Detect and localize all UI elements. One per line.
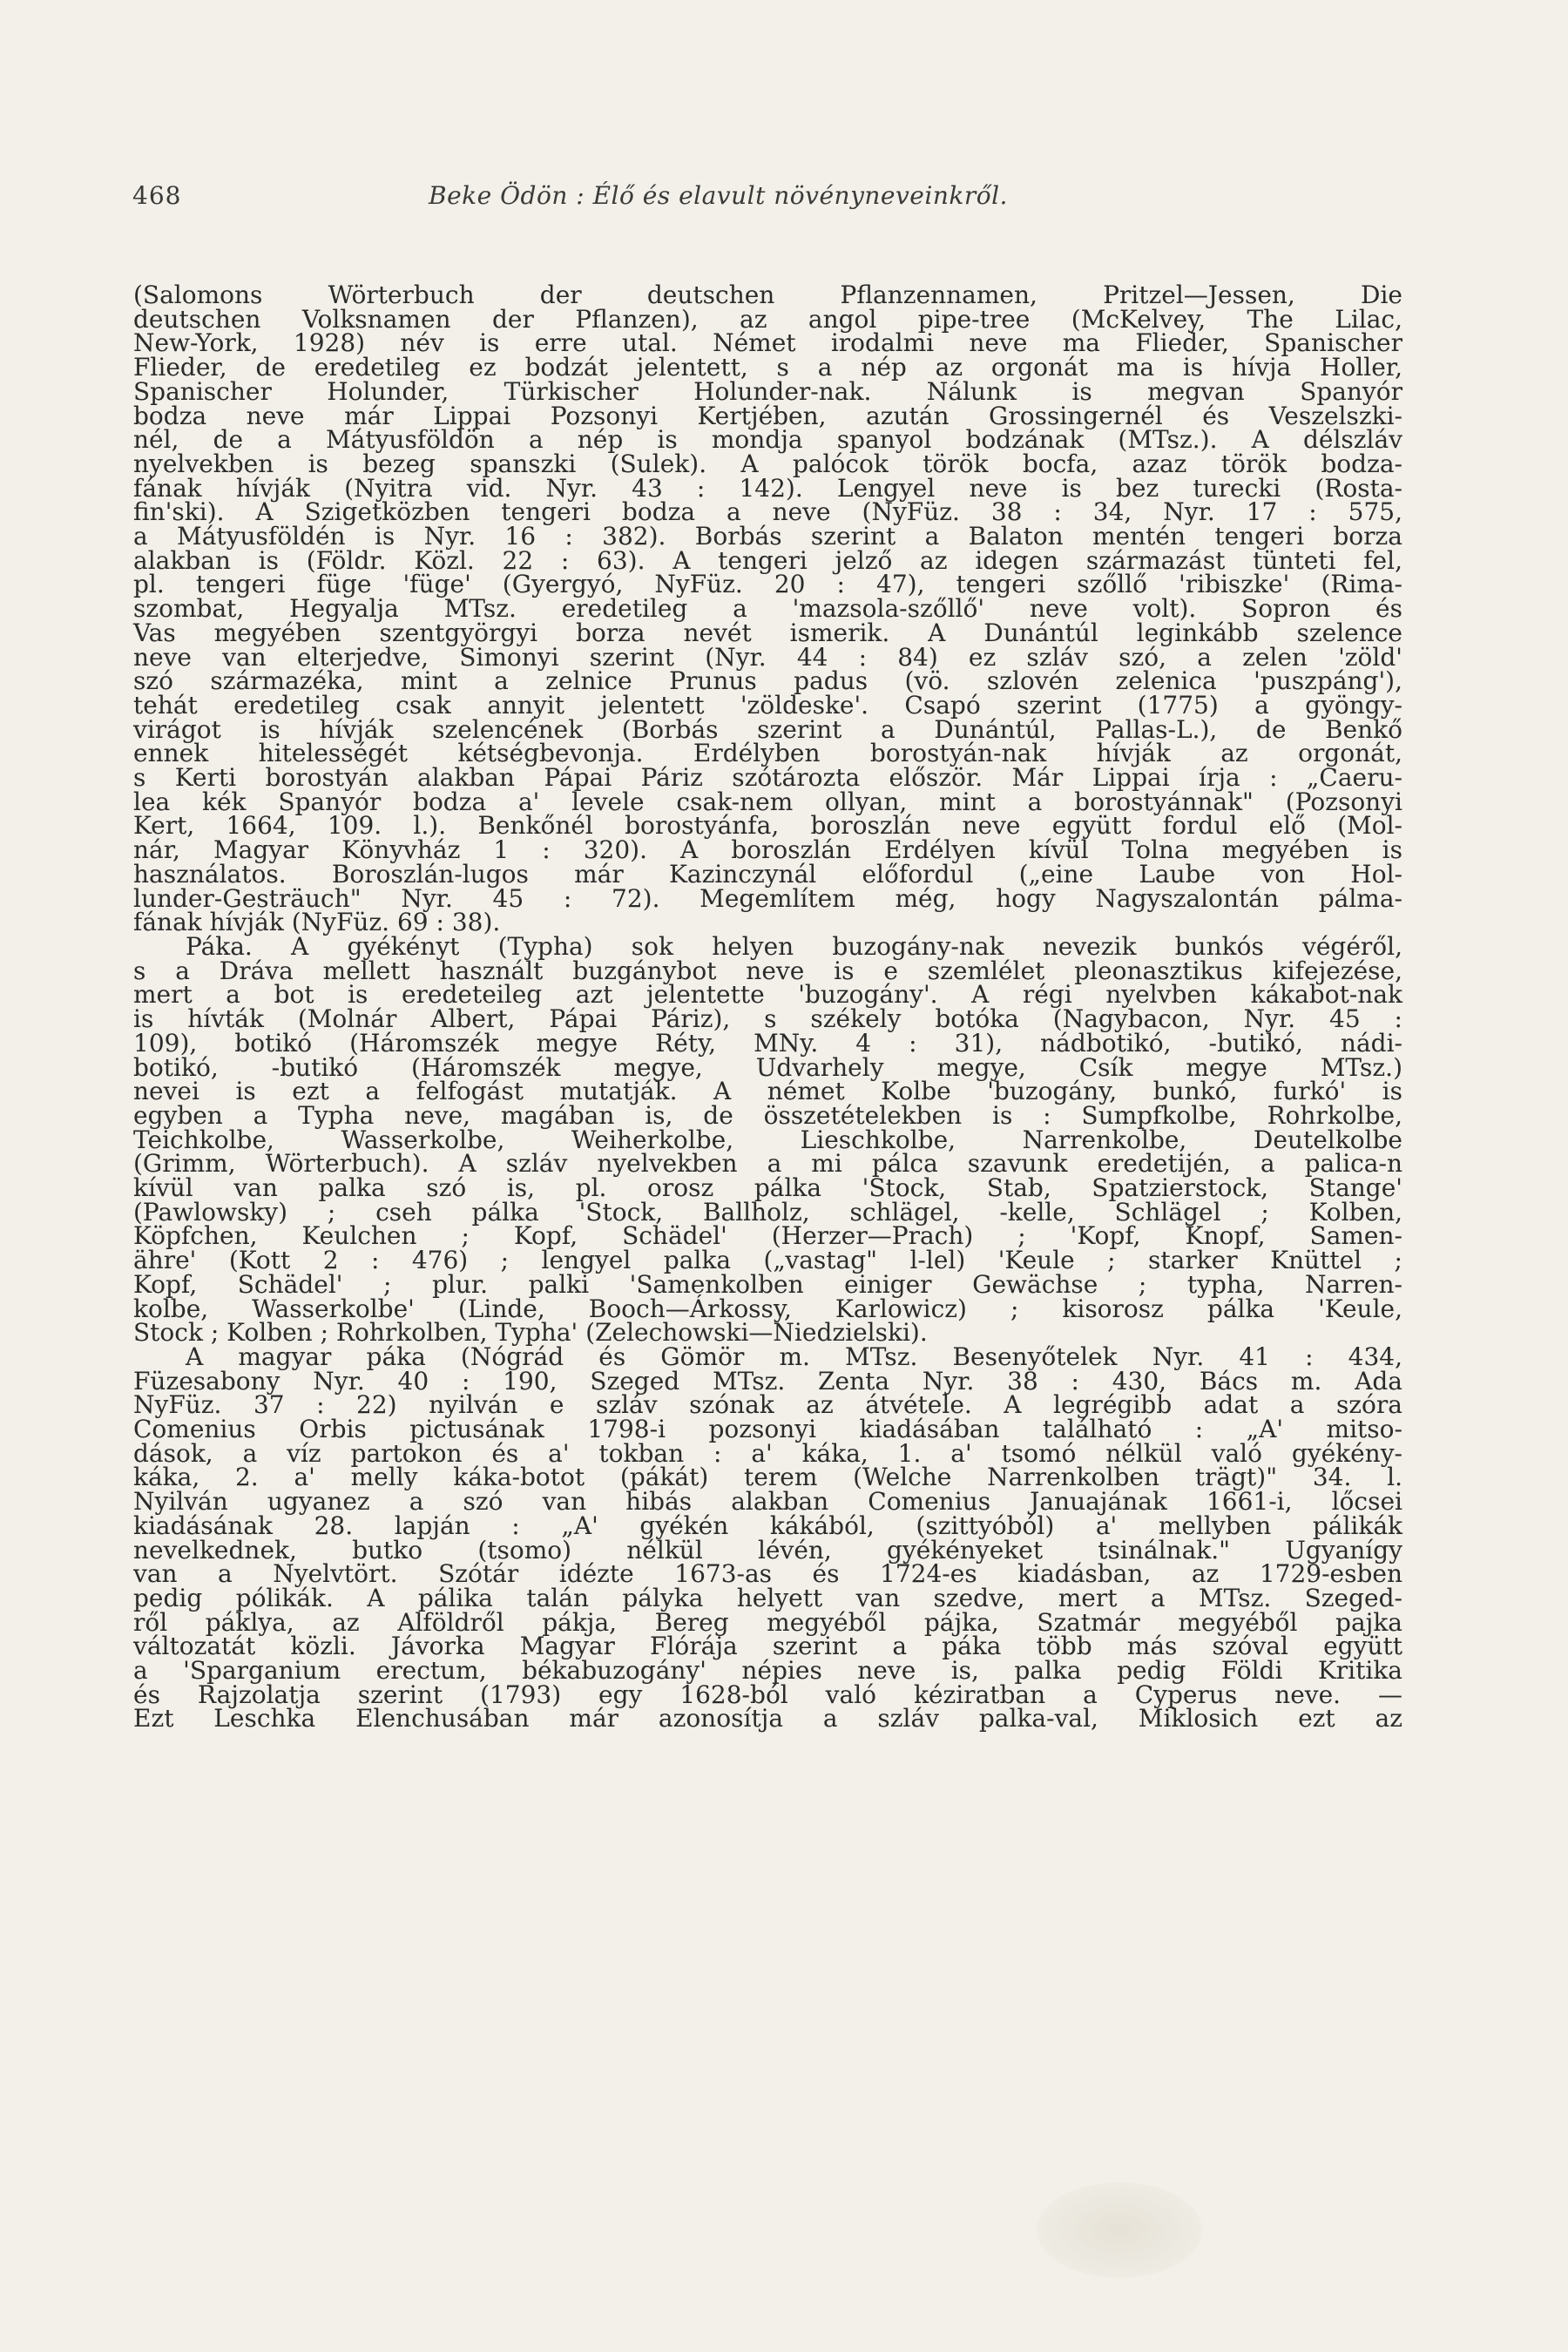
text-line: s Kerti borostyán alakban Pápai Páriz szótározta először. Már Lippai írja : „Caeru- — [133, 763, 1402, 793]
text-line: botikó, -butikó (Háromszék megye, Udvarhely megye, Csík megye MTsz.) — [133, 1052, 1402, 1082]
text-line: nevei is ezt a felfogást mutatják. A német Kolbe 'buzogány, bunkó, furkó' is — [133, 1077, 1402, 1106]
text-line: nél, de a Mátyusföldön a nép is mondja spanyol bodzának (MTsz.). A délszláv — [133, 425, 1402, 455]
text-line: Stock ; Kolben ; Rohrkolben, Typha' (Zelechowski—Niedzielski). — [133, 1318, 928, 1348]
text-line: Comenius Orbis pictusának 1798-i pozsonyi kiadásában található : „A' mitso- — [133, 1415, 1402, 1444]
text-line: a 'Sparganium erectum, békabuzogány' népies neve is, palka pedig Földi Kritika — [133, 1656, 1402, 1686]
text-line: Páka. A gyékényt (Typha) sok helyen buzogány-nak nevezik bunkós végéről, — [186, 931, 1402, 961]
text-line: pl. tengeri füge 'füge' (Gyergyó, NyFüz. 20 : 47), tengeri szőllő 'ribiszke' (Rima- — [133, 570, 1402, 599]
text-line: változatát közli. Jávorka Magyar Flórája szerint a páka több más szóval együtt — [133, 1632, 1402, 1661]
running-title: Beke Ödön : Élő és elavult növényneveinkről. — [429, 181, 1008, 210]
text-line: ről páklya, az Alföldről pákja, Bereg megyéből pájka, Szatmár megyéből pajka — [133, 1607, 1402, 1637]
text-line: NyFüz. 37 : 22) nyilván e szláv szónak az átvétele. A legrégibb adat a szóra — [133, 1390, 1402, 1420]
text-line: ennek hitelességét kétségbevonja. Erdélyben borostyán-nak hívják az orgonát, — [133, 739, 1402, 768]
text-line: lea kék Spanyór bodza a' levele csak-nem ollyan, mint a borostyánnak" (Pozsonyi — [133, 787, 1402, 816]
text-line: kívül van palka szó is, pl. orosz pálka 'Stock, Stab, Spatzierstock, Stange' — [133, 1173, 1402, 1203]
text-line: ähre' (Kott 2 : 476) ; lengyel palka („vastag" l-lel) 'Keule ; starker Knüttel ; — [133, 1246, 1402, 1275]
text-line: egyben a Typha neve, magában is, de összetételekben is : Sumpfkolbe, Rohrkolbe, — [133, 1100, 1402, 1130]
text-line: szombat, Hegyalja MTsz. eredetileg a 'mazsola-szőllő' neve volt). Sopron és — [133, 594, 1402, 624]
body-text — [133, 280, 1402, 2313]
text-line: mert a bot is eredeteileg azt jelentette 'buzogány'. A régi nyelvben kákabot-nak — [133, 980, 1402, 1010]
text-line: nár, Magyar Könyvház 1 : 320). A boroszlán Erdélyen kívül Tolna megyében is — [133, 835, 1402, 865]
text-line: s a Dráva mellett használt buzgánybot neve is e szemlélet pleonasztikus kifejezése, — [133, 956, 1402, 985]
text-line: Flieder, de eredetileg ez bodzát jelentett, s a nép az orgonát ma is hívja Holler, — [133, 353, 1402, 382]
text-line: neve van elterjedve, Simonyi szerint (Nyr. 44 : 84) ez szláv szó, a zelen 'zöld' — [133, 642, 1402, 672]
text-line: fának hívják (NyFüz. 69 : 38). — [133, 908, 501, 937]
text-line: használatos. Boroszlán-lugos már Kazinczynál előfordul („eine Laube von Hol- — [133, 859, 1402, 889]
text-line: és Rajzolatja szerint (1793) egy 1628-ból való kéziratban a Cyperus neve. — — [133, 1680, 1402, 1709]
text-line: fának hívják (Nyitra vid. Nyr. 43 : 142). Lengyel neve is bez turecki (Rosta- — [133, 473, 1402, 503]
text-line: is hívták (Molnár Albert, Pápai Páriz), s székely botóka (Nagybacon, Nyr. 45 : — [133, 1004, 1402, 1034]
text-line: virágot is hívják szelencének (Borbás szerint a Dunántúl, Pallas-L.), de Benkő — [133, 714, 1402, 744]
text-line: Teichkolbe, Wasserkolbe, Weiherkolbe, Lieschkolbe, Narrenkolbe, Deutelkolbe — [133, 1125, 1402, 1154]
page-number: 468 — [132, 181, 182, 210]
text-line: Kert, 1664, 109. l.). Benkőnél borostyánfa, boroszlán neve együtt fordul elő (Mol- — [133, 811, 1402, 841]
text-line: deutschen Volksnamen der Pflanzen), az angol pipe-tree (McKelvey, The Lilac, — [133, 304, 1402, 334]
text-line: kolbe, Wasserkolbe' (Linde, Booch—Árkossy, Karlowicz) ; kisorosz pálka 'Keule, — [133, 1294, 1402, 1323]
text-line: Ezt Leschka Elenchusában már azonosítja a szláv palka-val, Miklosich ezt az — [133, 1704, 1402, 1734]
text-line: pedig pólikák. A pálika talán pályka helyett van szedve, mert a MTsz. Szeged- — [133, 1583, 1402, 1612]
text-line: Kopf, Schädel' ; plur. palki 'Samenkolben einiger Gewächse ; typha, Narren- — [133, 1269, 1402, 1299]
text-line: Nyilván ugyanez a szó van hibás alakban Comenius Januajának 1661-i, lőcsei — [133, 1487, 1402, 1517]
text-line: Füzesabony Nyr. 40 : 190, Szeged MTsz. Zenta Nyr. 38 : 430, Bács m. Ada — [133, 1366, 1402, 1396]
text-line: kiadásának 28. lapján : „A' gyékén kákából, (szittyóból) a' mellyben pálikák — [133, 1511, 1402, 1540]
text-line: Köpfchen, Keulchen ; Kopf, Schädel' (Herzer—Prach) ; 'Kopf, Knopf, Samen- — [133, 1221, 1402, 1251]
text-line: Spanischer Holunder, Türkischer Holunder-nak. Nálunk is megvan Spanyór — [133, 376, 1402, 406]
text-line: New-York, 1928) név is erre utal. Német irodalmi neve ma Flieder, Spanischer — [133, 328, 1402, 358]
text-line: nevelkednek, butko (tsomo) nélkül lévén, gyékényeket tsinálnak." Ugyanígy — [133, 1535, 1402, 1565]
text-line: dások, a víz partokon és a' tokban : a' káka, 1. a' tsomó nélkül való gyékény- — [133, 1438, 1402, 1468]
text-line: (Grimm, Wörterbuch). A szláv nyelvekben a mi pálca szavunk eredetijén, a palica-n — [133, 1149, 1402, 1179]
text-line: káka, 2. a' melly káka-botot (pákát) terem (Welche Narrenkolben trägt)" 34. l. — [133, 1463, 1402, 1492]
text-line: fin'ski). A Szigetközben tengeri bodza a neve (NyFüz. 38 : 34, Nyr. 17 : 575, — [133, 497, 1402, 527]
text-line: (Pawlowsky) ; cseh pálka 'Stock, Ballholz, schlägel, -kelle, Schlägel ; Kolben, — [133, 1197, 1402, 1227]
text-line: szó származéka, mint a zelnice Prunus padus (vö. szlovén zelenica 'puszpáng'), — [133, 666, 1402, 696]
text-line: a Mátyusföldén is Nyr. 16 : 382). Borbás szerint a Balaton mentén tengeri borza — [133, 522, 1402, 551]
text-line: lunder-Gesträuch" Nyr. 45 : 72). Megemlítem még, hogy Nagyszalontán pálma- — [133, 883, 1402, 913]
text-line: alakban is (Földr. Közl. 22 : 63). A tengeri jelző az idegen származást tünteti fel, — [133, 545, 1402, 575]
text-line: nyelvekben is bezeg spanszki (Sulek). A palócok török bocfa, azaz török bodza- — [133, 449, 1402, 478]
text-line: A magyar páka (Nógrád és Gömör m. MTsz. Besenyőtelek Nyr. 41 : 434, — [186, 1342, 1402, 1371]
text-line: 109), botikó (Háromszék megye Réty, MNy. 4 : 31), nádbotikó, -butikó, nádi- — [133, 1028, 1402, 1058]
text-line: Vas megyében szentgyörgyi borza nevét ismerik. A Dunántúl leginkább szelence — [133, 618, 1402, 647]
text-line: bodza neve már Lippai Pozsonyi Kertjében, azután Grossingernél és Veszelszki- — [133, 401, 1402, 430]
text-line: (Salomons Wörterbuch der deutschen Pflanzennamen, Pritzel—Jessen, Die — [133, 280, 1402, 309]
text-line: van a Nyelvtört. Szótár idézte 1673-as és 1724-es kiadásban, az 1729-esben — [133, 1559, 1402, 1589]
text-line: tehát eredetileg csak annyit jelentett 'zöldeske'. Csapó szerint (1775) a gyöngy- — [133, 690, 1402, 720]
